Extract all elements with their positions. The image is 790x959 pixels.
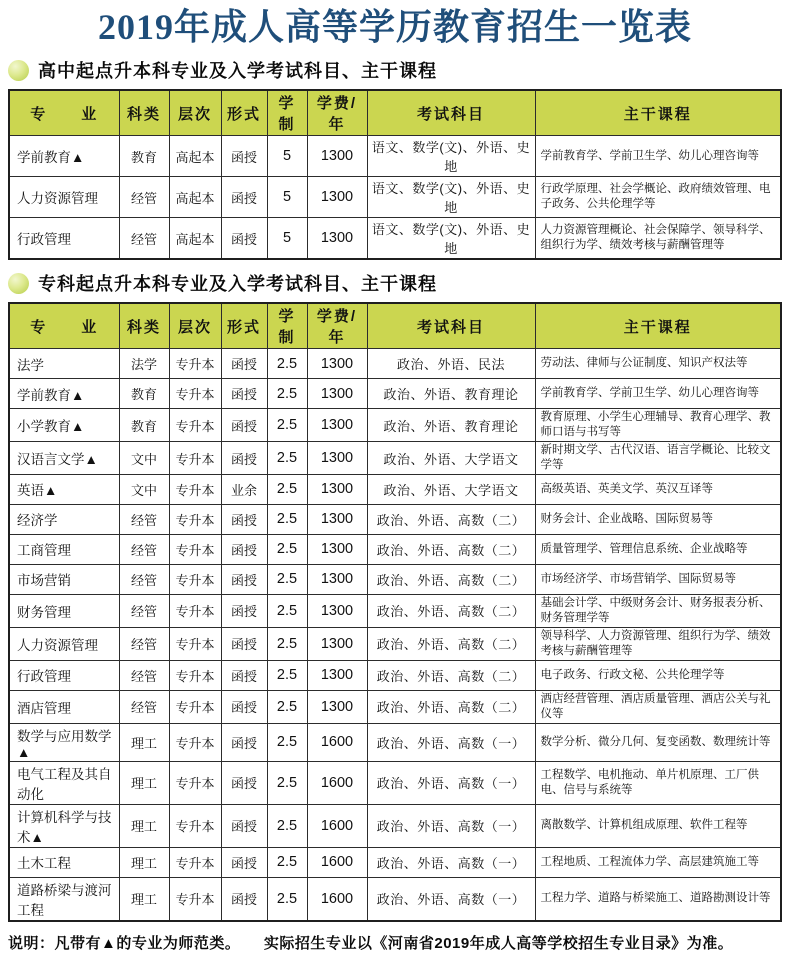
major-cell: 行政管理 xyxy=(9,660,119,690)
gaoqiben-table xyxy=(8,89,782,260)
form-cell: 函授 xyxy=(221,877,267,921)
major-cell: 英语▲ xyxy=(9,474,119,504)
green-sphere-icon xyxy=(8,60,29,81)
section1-heading-label: 高中起点升本科专业及入学考试科目、主干课程 xyxy=(38,61,437,82)
exam-subjects-cell: 政治、外语、高数（二） xyxy=(367,660,535,690)
level-cell: 专升本 xyxy=(169,594,221,627)
tuition-cell: 1300 xyxy=(307,594,367,627)
duration-cell: 2.5 xyxy=(267,761,307,804)
category-cell: 经管 xyxy=(119,218,169,260)
core-courses-cell: 财务会计、企业战略、国际贸易等 xyxy=(535,504,781,534)
major-cell: 市场营销 xyxy=(9,564,119,594)
duration-cell: 2.5 xyxy=(267,442,307,475)
column-header: 形式 xyxy=(221,303,267,349)
category-cell: 法学 xyxy=(119,349,169,379)
section2-heading xyxy=(8,270,782,296)
exam-subjects-cell: 语文、数学(文)、外语、史地 xyxy=(367,177,535,218)
form-cell: 函授 xyxy=(221,594,267,627)
major-cell: 经济学 xyxy=(9,504,119,534)
column-header: 学费/年 xyxy=(307,303,367,349)
category-cell: 理工 xyxy=(119,761,169,804)
table-row xyxy=(9,627,781,660)
core-courses-cell: 行政学原理、社会学概论、政府绩效管理、电子政务、公共伦理学等 xyxy=(535,177,781,218)
major-cell: 行政管理 xyxy=(9,218,119,260)
category-cell: 理工 xyxy=(119,804,169,847)
major-cell: 工商管理 xyxy=(9,534,119,564)
exam-subjects-cell: 政治、外语、教育理论 xyxy=(367,409,535,442)
table-row xyxy=(9,690,781,723)
core-courses-cell: 教育原理、小学生心理辅导、教育心理学、教师口语与书写等 xyxy=(535,409,781,442)
exam-subjects-cell: 政治、外语、高数（二） xyxy=(367,504,535,534)
core-courses-cell: 基础会计学、中级财务会计、财务报表分析、财务管理学等 xyxy=(535,594,781,627)
exam-subjects-cell: 政治、外语、教育理论 xyxy=(367,379,535,409)
exam-subjects-cell: 政治、外语、大学语文 xyxy=(367,474,535,504)
major-cell: 计算机科学与技术▲ xyxy=(9,804,119,847)
form-cell: 函授 xyxy=(221,442,267,475)
major-cell: 电气工程及其自动化 xyxy=(9,761,119,804)
level-cell: 专升本 xyxy=(169,877,221,921)
tuition-cell: 1600 xyxy=(307,847,367,877)
duration-cell: 2.5 xyxy=(267,627,307,660)
major-cell: 酒店管理 xyxy=(9,690,119,723)
duration-cell: 2.5 xyxy=(267,534,307,564)
form-cell: 函授 xyxy=(221,349,267,379)
table-row xyxy=(9,442,781,475)
core-courses-cell: 学前教育学、学前卫生学、幼儿心理咨询等 xyxy=(535,379,781,409)
form-cell: 函授 xyxy=(221,804,267,847)
tuition-cell: 1600 xyxy=(307,723,367,761)
exam-subjects-cell: 语文、数学(文)、外语、史地 xyxy=(367,218,535,260)
tuition-cell: 1300 xyxy=(307,690,367,723)
form-cell: 函授 xyxy=(221,660,267,690)
core-courses-cell: 离散数学、计算机组成原理、软件工程等 xyxy=(535,804,781,847)
column-header: 学制 xyxy=(267,90,307,136)
column-header: 学制 xyxy=(267,303,307,349)
level-cell: 专升本 xyxy=(169,409,221,442)
column-header: 专 业 xyxy=(9,90,119,136)
duration-cell: 2.5 xyxy=(267,349,307,379)
form-cell: 函授 xyxy=(221,177,267,218)
column-header: 考试科目 xyxy=(367,303,535,349)
table-row xyxy=(9,218,781,260)
major-cell: 人力资源管理 xyxy=(9,627,119,660)
column-header: 科类 xyxy=(119,90,169,136)
form-cell: 函授 xyxy=(221,847,267,877)
level-cell: 专升本 xyxy=(169,804,221,847)
tuition-cell: 1300 xyxy=(307,349,367,379)
form-cell: 函授 xyxy=(221,723,267,761)
duration-cell: 2.5 xyxy=(267,690,307,723)
category-cell: 理工 xyxy=(119,877,169,921)
level-cell: 专升本 xyxy=(169,761,221,804)
level-cell: 高起本 xyxy=(169,136,221,177)
exam-subjects-cell: 政治、外语、高数（一） xyxy=(367,804,535,847)
table-row xyxy=(9,847,781,877)
level-cell: 专升本 xyxy=(169,534,221,564)
duration-cell: 2.5 xyxy=(267,474,307,504)
column-header: 层次 xyxy=(169,303,221,349)
core-courses-cell: 人力资源管理概论、社会保障学、领导科学、组织行为学、绩效考核与薪酬管理等 xyxy=(535,218,781,260)
exam-subjects-cell: 政治、外语、高数（二） xyxy=(367,594,535,627)
category-cell: 经管 xyxy=(119,660,169,690)
level-cell: 专升本 xyxy=(169,723,221,761)
duration-cell: 2.5 xyxy=(267,379,307,409)
category-cell: 文中 xyxy=(119,442,169,475)
category-cell: 经管 xyxy=(119,564,169,594)
column-header: 主干课程 xyxy=(535,90,781,136)
core-courses-cell: 电子政务、行政文秘、公共伦理学等 xyxy=(535,660,781,690)
core-courses-cell: 工程数学、电机拖动、单片机原理、工厂供电、信号与系统等 xyxy=(535,761,781,804)
exam-subjects-cell: 政治、外语、高数（一） xyxy=(367,723,535,761)
core-courses-cell: 领导科学、人力资源管理、组织行为学、绩效考核与薪酬管理等 xyxy=(535,627,781,660)
level-cell: 专升本 xyxy=(169,349,221,379)
level-cell: 专升本 xyxy=(169,690,221,723)
tuition-cell: 1300 xyxy=(307,564,367,594)
form-cell: 函授 xyxy=(221,504,267,534)
level-cell: 高起本 xyxy=(169,218,221,260)
duration-cell: 5 xyxy=(267,218,307,260)
level-cell: 专升本 xyxy=(169,379,221,409)
tuition-cell: 1600 xyxy=(307,877,367,921)
core-courses-cell: 质量管理学、管理信息系统、企业战略等 xyxy=(535,534,781,564)
duration-cell: 2.5 xyxy=(267,504,307,534)
major-cell: 土木工程 xyxy=(9,847,119,877)
level-cell: 专升本 xyxy=(169,847,221,877)
category-cell: 经管 xyxy=(119,627,169,660)
level-cell: 专升本 xyxy=(169,627,221,660)
category-cell: 理工 xyxy=(119,723,169,761)
tuition-cell: 1300 xyxy=(307,504,367,534)
duration-cell: 2.5 xyxy=(267,847,307,877)
column-header: 形式 xyxy=(221,90,267,136)
exam-subjects-cell: 政治、外语、高数（二） xyxy=(367,690,535,723)
category-cell: 文中 xyxy=(119,474,169,504)
tuition-cell: 1300 xyxy=(307,627,367,660)
major-cell: 财务管理 xyxy=(9,594,119,627)
table-row xyxy=(9,474,781,504)
tuition-cell: 1600 xyxy=(307,761,367,804)
level-cell: 专升本 xyxy=(169,442,221,475)
exam-subjects-cell: 政治、外语、民法 xyxy=(367,349,535,379)
level-cell: 专升本 xyxy=(169,660,221,690)
duration-cell: 5 xyxy=(267,177,307,218)
tuition-cell: 1300 xyxy=(307,474,367,504)
category-cell: 教育 xyxy=(119,409,169,442)
level-cell: 高起本 xyxy=(169,177,221,218)
table-row xyxy=(9,409,781,442)
form-cell: 函授 xyxy=(221,690,267,723)
table-row xyxy=(9,136,781,177)
table-header-row xyxy=(9,303,781,349)
level-cell: 专升本 xyxy=(169,504,221,534)
level-cell: 专升本 xyxy=(169,564,221,594)
duration-cell: 5 xyxy=(267,136,307,177)
core-courses-cell: 数学分析、微分几何、复变函数、数理统计等 xyxy=(535,723,781,761)
table-row xyxy=(9,723,781,761)
table-row xyxy=(9,804,781,847)
form-cell: 函授 xyxy=(221,379,267,409)
tuition-cell: 1300 xyxy=(307,379,367,409)
column-header: 主干课程 xyxy=(535,303,781,349)
exam-subjects-cell: 政治、外语、高数（一） xyxy=(367,761,535,804)
column-header: 专 业 xyxy=(9,303,119,349)
major-cell: 道路桥梁与渡河工程 xyxy=(9,877,119,921)
tuition-cell: 1300 xyxy=(307,136,367,177)
core-courses-cell: 市场经济学、市场营销学、国际贸易等 xyxy=(535,564,781,594)
table-row xyxy=(9,504,781,534)
major-cell: 小学教育▲ xyxy=(9,409,119,442)
table-header-row xyxy=(9,90,781,136)
footnote: 说明：凡带有▲的专业为师范类。 实际招生专业以《河南省2019年成人高等学校招生专业目录》为准。 xyxy=(8,934,734,952)
table-row xyxy=(9,564,781,594)
core-courses-cell: 新时期文学、古代汉语、语言学概论、比较文学等 xyxy=(535,442,781,475)
form-cell: 函授 xyxy=(221,627,267,660)
column-header: 考试科目 xyxy=(367,90,535,136)
major-cell: 人力资源管理 xyxy=(9,177,119,218)
form-cell: 函授 xyxy=(221,136,267,177)
tuition-cell: 1300 xyxy=(307,442,367,475)
table-row xyxy=(9,177,781,218)
level-cell: 专升本 xyxy=(169,474,221,504)
form-cell: 函授 xyxy=(221,218,267,260)
category-cell: 理工 xyxy=(119,847,169,877)
exam-subjects-cell: 政治、外语、高数（一） xyxy=(367,847,535,877)
tuition-cell: 1300 xyxy=(307,660,367,690)
category-cell: 教育 xyxy=(119,136,169,177)
duration-cell: 2.5 xyxy=(267,877,307,921)
exam-subjects-cell: 政治、外语、高数（二） xyxy=(367,627,535,660)
green-sphere-icon xyxy=(8,273,29,294)
duration-cell: 2.5 xyxy=(267,804,307,847)
core-courses-cell: 劳动法、律师与公证制度、知识产权法等 xyxy=(535,349,781,379)
table-row xyxy=(9,877,781,921)
section2-heading-label: 专科起点升本科专业及入学考试科目、主干课程 xyxy=(38,274,437,295)
tuition-cell: 1600 xyxy=(307,804,367,847)
exam-subjects-cell: 政治、外语、高数（一） xyxy=(367,877,535,921)
major-cell: 学前教育▲ xyxy=(9,379,119,409)
table-row xyxy=(9,660,781,690)
column-header: 学费/年 xyxy=(307,90,367,136)
duration-cell: 2.5 xyxy=(267,660,307,690)
major-cell: 汉语言文学▲ xyxy=(9,442,119,475)
category-cell: 经管 xyxy=(119,534,169,564)
duration-cell: 2.5 xyxy=(267,594,307,627)
column-header: 层次 xyxy=(169,90,221,136)
tuition-cell: 1300 xyxy=(307,409,367,442)
tuition-cell: 1300 xyxy=(307,534,367,564)
major-cell: 法学 xyxy=(9,349,119,379)
tuition-cell: 1300 xyxy=(307,177,367,218)
core-courses-cell: 酒店经营管理、酒店质量管理、酒店公关与礼仪等 xyxy=(535,690,781,723)
table-row xyxy=(9,379,781,409)
zhuanshengben-table xyxy=(8,302,782,921)
exam-subjects-cell: 政治、外语、高数（二） xyxy=(367,564,535,594)
core-courses-cell: 工程地质、工程流体力学、高层建筑施工等 xyxy=(535,847,781,877)
major-cell: 学前教育▲ xyxy=(9,136,119,177)
exam-subjects-cell: 政治、外语、大学语文 xyxy=(367,442,535,475)
category-cell: 经管 xyxy=(119,177,169,218)
column-header: 科类 xyxy=(119,303,169,349)
table-row xyxy=(9,761,781,804)
table-row xyxy=(9,349,781,379)
form-cell: 业余 xyxy=(221,474,267,504)
duration-cell: 2.5 xyxy=(267,409,307,442)
table-row xyxy=(9,534,781,564)
major-cell: 数学与应用数学▲ xyxy=(9,723,119,761)
category-cell: 教育 xyxy=(119,379,169,409)
core-courses-cell: 工程力学、道路与桥梁施工、道路勘测设计等 xyxy=(535,877,781,921)
duration-cell: 2.5 xyxy=(267,723,307,761)
form-cell: 函授 xyxy=(221,534,267,564)
core-courses-cell: 高级英语、英美文学、英汉互译等 xyxy=(535,474,781,504)
exam-subjects-cell: 语文、数学(文)、外语、史地 xyxy=(367,136,535,177)
tuition-cell: 1300 xyxy=(307,218,367,260)
category-cell: 经管 xyxy=(119,504,169,534)
form-cell: 函授 xyxy=(221,761,267,804)
form-cell: 函授 xyxy=(221,409,267,442)
core-courses-cell: 学前教育学、学前卫生学、幼儿心理咨询等 xyxy=(535,136,781,177)
duration-cell: 2.5 xyxy=(267,564,307,594)
form-cell: 函授 xyxy=(221,564,267,594)
category-cell: 经管 xyxy=(119,594,169,627)
page-title: 2019年成人高等学历教育招生一览表 xyxy=(97,7,692,47)
table-row xyxy=(9,594,781,627)
section1-heading xyxy=(8,57,782,83)
exam-subjects-cell: 政治、外语、高数（二） xyxy=(367,534,535,564)
category-cell: 经管 xyxy=(119,690,169,723)
